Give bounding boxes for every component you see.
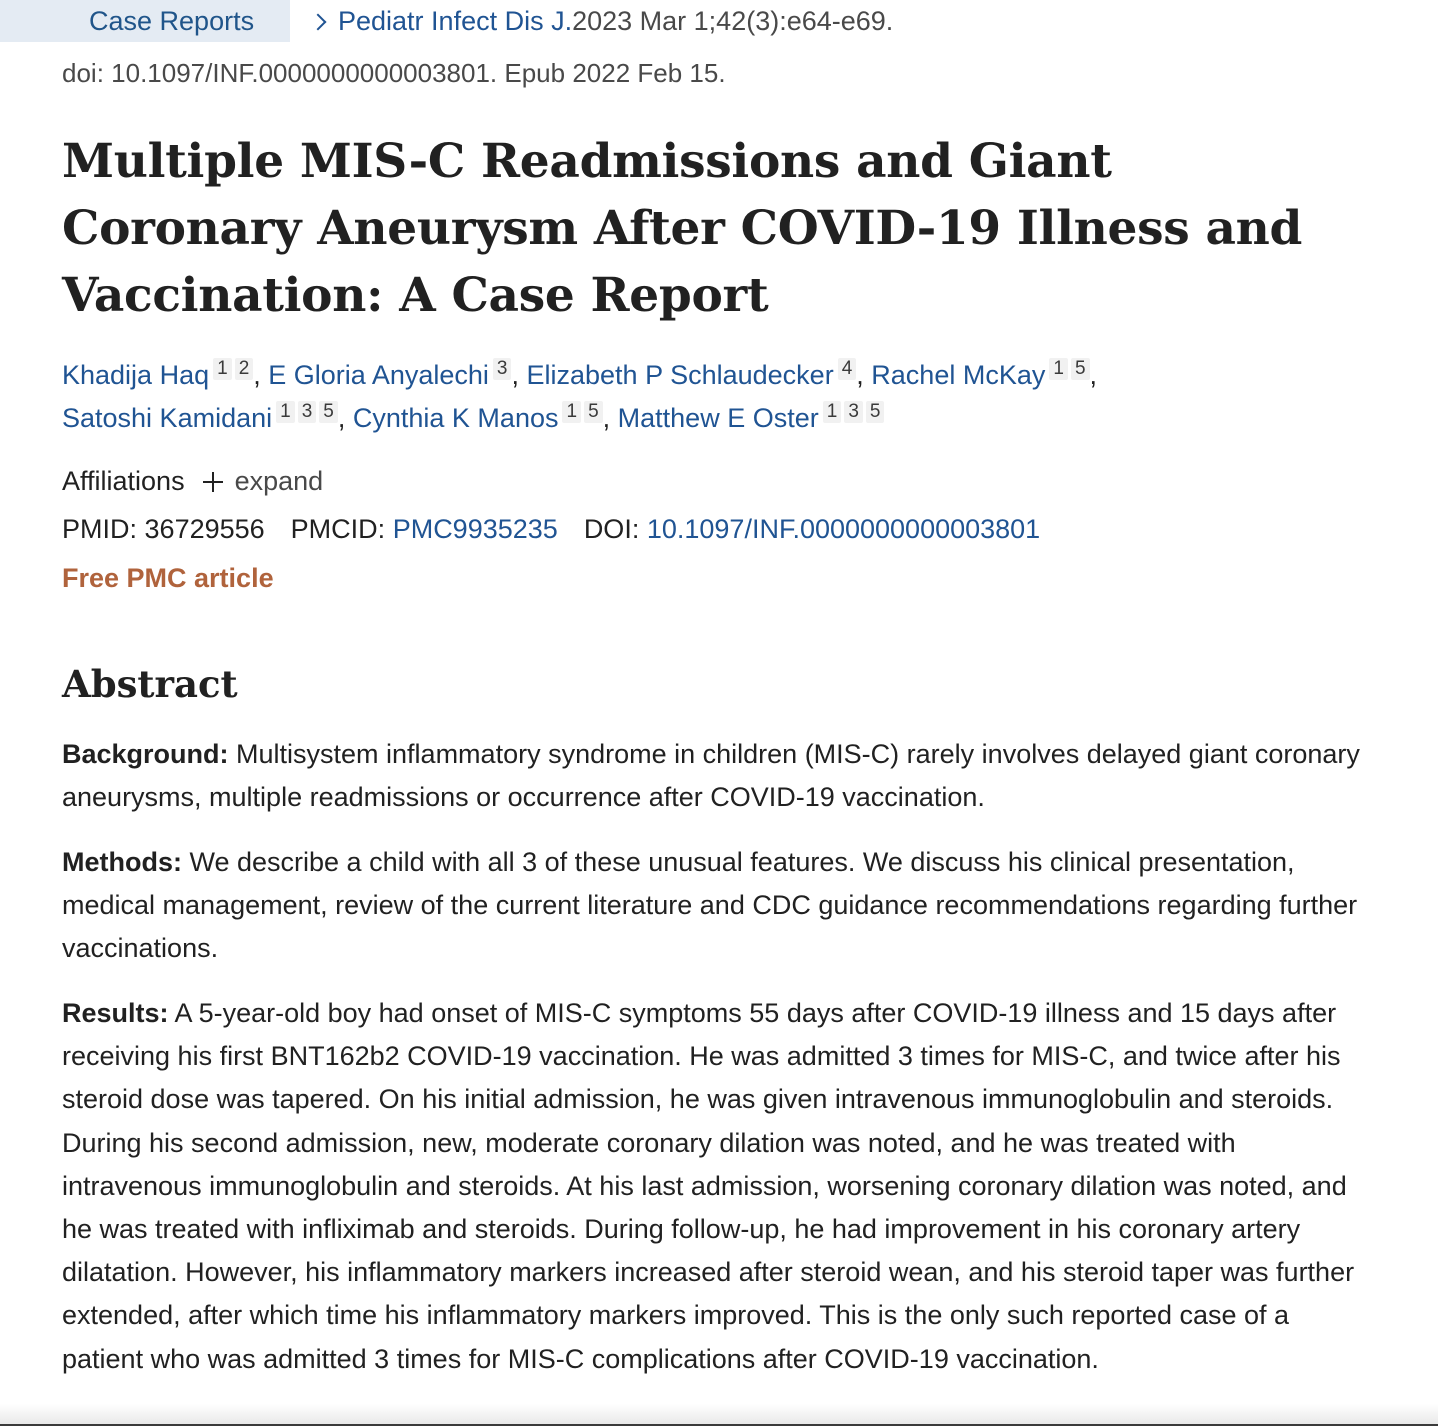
author-link[interactable]: E Gloria Anyalechi xyxy=(268,360,489,390)
author-list: Khadija Haq 1 2 , E Gloria Anyalechi 3 , Elizabeth P Schlaudecker 4 , Rachel McKay 1 5 , Satoshi Kamidani 1 3 5 , Cynthia K Manos 1 5 , Matthew E Oster 1 3 5 xyxy=(62,358,1098,433)
doi-epub-line: doi: 10.1097/INF.0000000000003801. Epub 2022 Feb 15. xyxy=(62,58,726,88)
journal-citation[interactable] xyxy=(312,6,893,37)
affiliation-ref[interactable]: 4 xyxy=(838,358,857,380)
affiliation-ref[interactable]: 2 xyxy=(235,358,254,380)
author-link[interactable]: Matthew E Oster xyxy=(617,403,819,433)
abstract-results xyxy=(62,992,1362,1381)
identifiers-row xyxy=(62,514,1040,545)
article-type-badge: Case Reports xyxy=(0,0,290,42)
author-link[interactable]: Khadija Haq xyxy=(62,360,210,390)
section-label: Methods: xyxy=(62,847,182,877)
affiliation-ref[interactable]: 1 xyxy=(1049,358,1068,380)
affiliation-ref[interactable]: 5 xyxy=(866,401,885,423)
citation-line xyxy=(62,0,893,42)
affiliation-ref[interactable]: 1 xyxy=(213,358,232,380)
citation-details: 2023 Mar 1;42(3):e64-e69. xyxy=(572,5,894,36)
affiliation-ref[interactable]: 3 xyxy=(844,401,863,423)
section-text: We describe a child with all 3 of these unusual features. We discuss his clinical presentation, medical management, review of the current literature and CDC guidance recommendations regarding further vaccinations. xyxy=(62,847,1358,964)
affiliation-ref[interactable]: 5 xyxy=(584,401,603,423)
section-text: Multisystem inflammatory syndrome in children (MIS-C) rarely involves delayed giant coronary aneurysms, multiple readmissions or occurrence after COVID-19 vaccination. xyxy=(62,739,1360,813)
author-link[interactable]: Cynthia K Manos xyxy=(352,403,559,433)
section-text: A 5-year-old boy had onset of MIS-C symptoms 55 days after COVID-19 illness and 15 days after receiving his first BNT162b2 COVID-19 vaccination. He was admitted 3 times for MIS-C, and twice after his steroid dose was tapered. On his initial admission, he was given intravenous immunoglobulin and steroids. During his second admission, new, moderate coronary dilation was noted, and he was treated with intravenous immunoglobulin and steroids. At his last admission, worsening coronary dilation was noted, and he was treated with infliximab and steroids. During follow-up, he had improvement in his coronary artery dilatation. However, his inflammatory markers increased after steroid wean, and his steroid taper was further extended, after which time his inflammatory markers improved. This is the only such reported case of a patient who was admitted 3 times for MIS-C complications after COVID-19 vaccination. xyxy=(62,998,1355,1374)
affiliations-row xyxy=(62,466,323,497)
pmid-value: 36729556 xyxy=(144,514,265,544)
pmid-label: PMID: xyxy=(62,514,138,544)
abstract-heading: Abstract xyxy=(62,662,238,706)
affiliation-ref[interactable]: 1 xyxy=(562,401,581,423)
section-label: Background: xyxy=(62,739,229,769)
affiliation-ref[interactable]: 5 xyxy=(1071,358,1090,380)
free-pmc-article-link[interactable]: Free PMC article xyxy=(62,563,274,593)
abstract-methods xyxy=(62,841,1362,971)
section-label: Results: xyxy=(62,998,169,1028)
affiliations-label: Affiliations xyxy=(62,466,185,496)
affiliations-expand-button[interactable] xyxy=(203,466,324,497)
author-link[interactable]: Elizabeth P Schlaudecker xyxy=(526,360,834,390)
affiliation-ref[interactable]: 3 xyxy=(493,358,512,380)
pmcid-label: PMCID: xyxy=(290,514,386,544)
author-link[interactable]: Satoshi Kamidani xyxy=(62,403,273,433)
affiliation-ref[interactable]: 1 xyxy=(823,401,842,423)
scroll-fade xyxy=(0,1404,1438,1426)
journal-link[interactable]: Pediatr Infect Dis J. xyxy=(338,5,573,36)
pmcid-link[interactable]: PMC9935235 xyxy=(392,514,558,544)
expand-label: expand xyxy=(234,466,324,496)
article-title: Multiple MIS-C Readmissions and Giant Coronary Aneurysm After COVID-19 Illness and Vaccination: A Case Report xyxy=(62,134,1303,323)
affiliation-ref[interactable]: 5 xyxy=(319,401,338,423)
abstract-background xyxy=(62,733,1362,819)
doi-link[interactable]: 10.1097/INF.0000000000003801 xyxy=(646,514,1041,544)
doi-label: DOI: xyxy=(583,514,640,544)
affiliation-ref[interactable]: 3 xyxy=(298,401,317,423)
author-link[interactable]: Rachel McKay xyxy=(871,360,1046,390)
plus-icon xyxy=(203,472,223,492)
chevron-right-icon xyxy=(310,13,327,30)
affiliation-ref[interactable]: 1 xyxy=(276,401,295,423)
